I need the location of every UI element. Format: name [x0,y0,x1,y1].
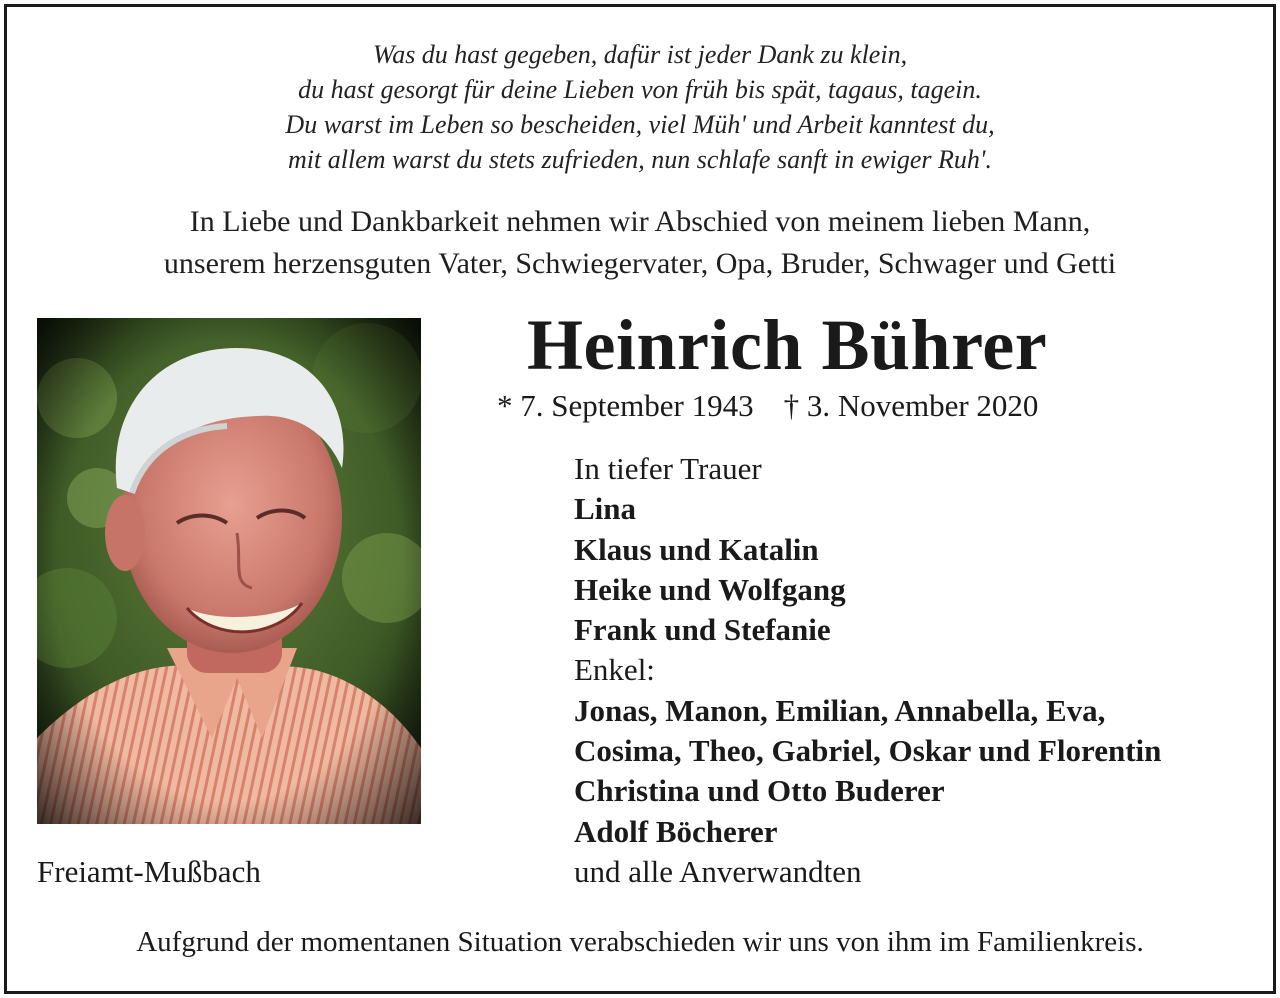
intro-line: unserem herzensguten Vater, Schwiegervater, Opa, Bruder, Schwager und Getti [163,247,1117,280]
closing-note: Aufgrund der momentanen Situation verabschieden wir uns von ihm im Familienkreis. [136,926,1144,958]
mourner-name: Christina und Otto Buderer [574,773,945,809]
deceased-name: Heinrich Bührer [527,305,1048,385]
mourner-name: Klaus und Katalin [574,531,819,567]
mourner-name: Heike und Wolfgang [574,571,846,607]
poem [0,37,1280,177]
poem-line: Du warst im Leben so bescheiden, viel Müh' und Arbeit kanntest du, [285,110,995,139]
mourner-name: Lina [574,491,637,527]
grandchildren-names: Jonas, Manon, Emilian, Annabella, Eva, [574,692,1106,728]
poem-line: mit allem warst du stets zufrieden, nun schlafe sanft in ewiger Ruh'. [288,145,992,174]
mourner-name: Frank und Stefanie [574,612,831,648]
death-date: † 3. November 2020 [783,388,1039,423]
poem-line: Was du hast gegeben, dafür ist jeder Dank zu klein, [372,40,908,69]
mourners-heading: In tiefer Trauer [574,451,762,486]
mourners-list [574,449,1161,892]
poem-line: du hast gesorgt für deine Lieben von früh bis spät, tagaus, tagein. [298,75,982,104]
mourner-name: Adolf Böcherer [574,813,778,849]
mourners-footer: und alle Anverwandten [574,853,862,889]
intro-line: In Liebe und Dankbarkeit nehmen wir Abschied von meinem lieben Mann, [189,205,1091,238]
intro-text [0,201,1280,285]
life-dates [497,386,1038,426]
grandchildren-names: Cosima, Theo, Gabriel, Oskar und Florentin [574,733,1162,769]
grandchildren-heading: Enkel: [574,652,655,688]
portrait-photo [37,318,421,824]
place-of-residence: Freiamt-Mußbach [37,854,261,889]
birth-date: * 7. September 1943 [497,388,754,423]
